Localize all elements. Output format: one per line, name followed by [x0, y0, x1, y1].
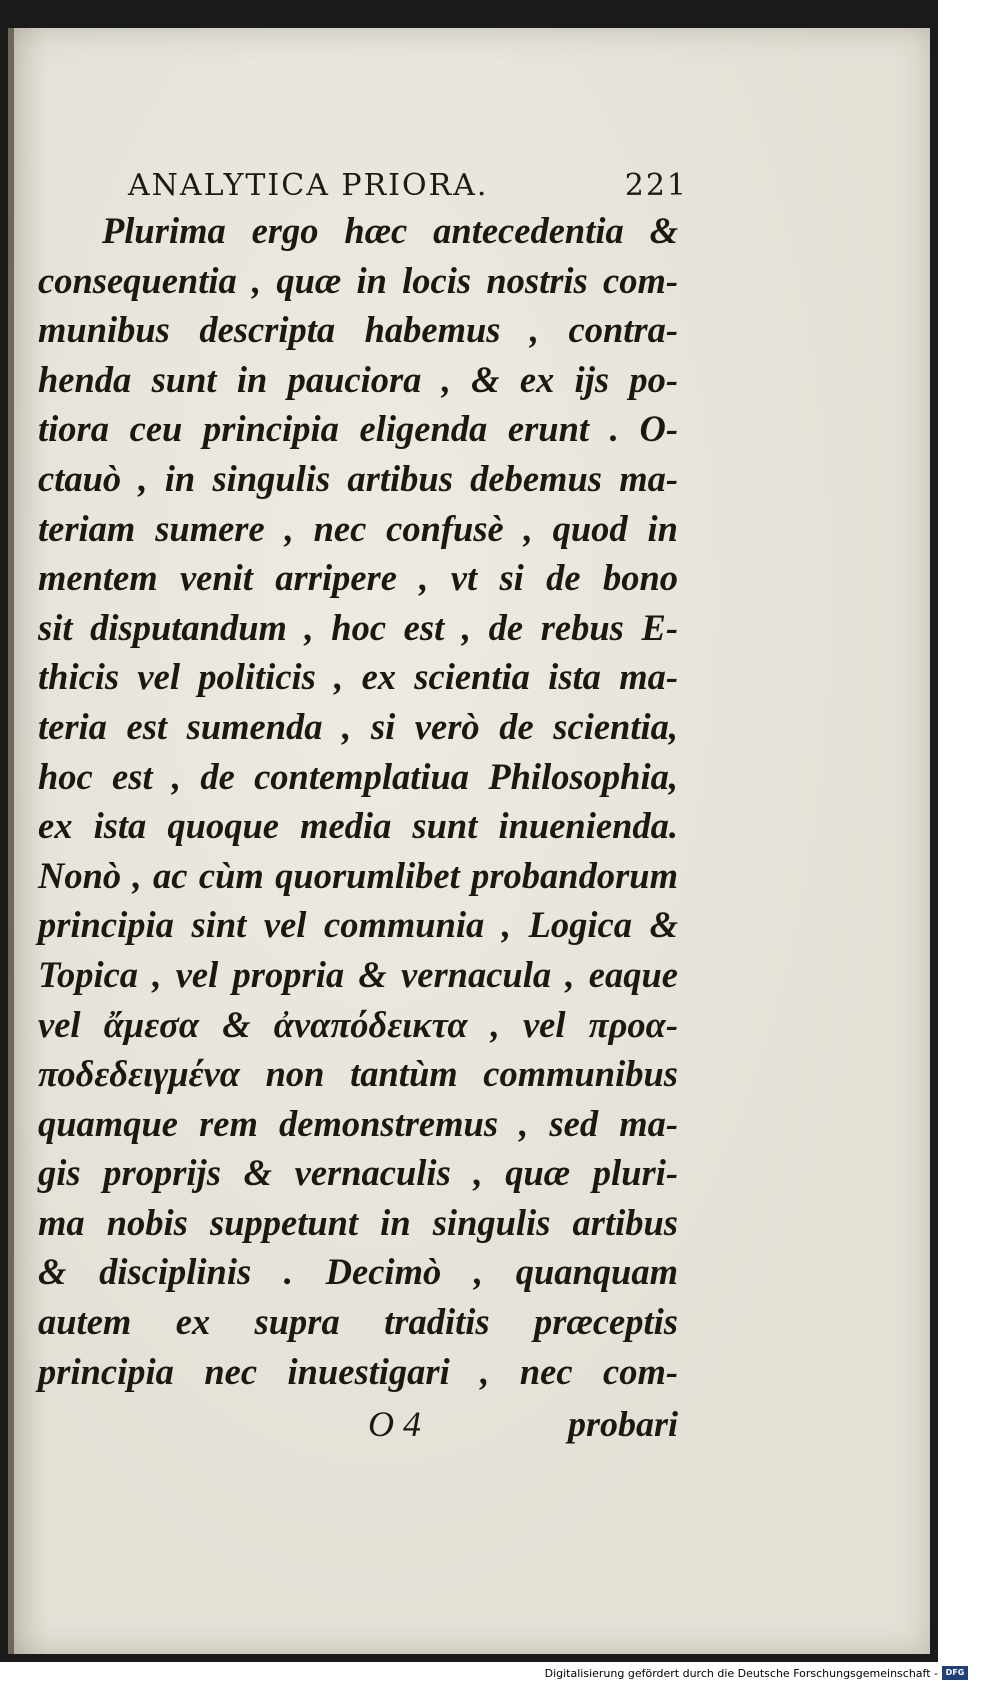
text-line: teriam sumere , nec confusè , quod in: [38, 507, 678, 549]
text-line: consequentia , quæ in locis nostris com-: [38, 259, 678, 301]
book-page: [8, 28, 930, 1654]
text-line: principia sint vel communia , Logica &: [38, 904, 678, 946]
catchline: [368, 1403, 678, 1453]
catchword: probari: [567, 1404, 678, 1444]
text-line: principia nec inuestigari , nec com-: [38, 1350, 678, 1392]
running-title: ANALYTICA PRIORA.: [128, 168, 489, 203]
text-line: henda sunt in pauciora , & ex ijs po-: [38, 358, 678, 400]
text-line: gis proprijs & vernaculis , quæ pluri-: [38, 1152, 678, 1194]
text-line: teria est sumenda , si verò de scientia,: [38, 705, 678, 747]
digitization-credit: [545, 1664, 968, 1682]
text-line: Topica , vel propria & vernacula , eaque: [38, 953, 678, 995]
text-line: ποδεδειγμένα non tantùm communibus: [38, 1053, 678, 1095]
text-line: vel ἄμεσα & ἀναπόδεικτα , vel προα-: [38, 1003, 678, 1045]
text-line: thicis vel politicis , ex scientia ista ma-: [38, 656, 678, 698]
text-line: ex ista quoque media sunt inuenienda.: [38, 805, 678, 847]
text-line: quamque rem demonstremus , sed ma-: [38, 1102, 678, 1144]
text-line: ctauò , in singulis artibus debemus ma-: [38, 457, 678, 499]
signature-mark: O 4: [368, 1404, 421, 1444]
text-line: hoc est , de contemplatiua Philosophia,: [38, 755, 678, 797]
text-line: Nonò , ac cùm quorumlibet probandorum: [38, 854, 678, 896]
page-edge: [8, 28, 14, 1654]
credit-text: Digitalisierung gefördert durch die Deutsche Forschungsgemeinschaft -: [544, 1666, 938, 1680]
text-line: & disciplinis . Decimò , quanquam: [38, 1251, 678, 1293]
text-line: autem ex supra traditis præceptis: [38, 1301, 678, 1343]
text-line: sit disputandum , hoc est , de rebus E-: [38, 606, 678, 648]
body-text: [38, 206, 678, 1396]
dfg-logo: DFG: [942, 1666, 968, 1680]
text-line: tiora ceu principia eligenda erunt . O-: [38, 408, 678, 450]
text-line: ma nobis suppetunt in singulis artibus: [38, 1201, 678, 1243]
page-number: 221: [624, 168, 688, 203]
text-line: mentem venit arripere , vt si de bono: [38, 557, 678, 599]
text-line: Plurima ergo hæc antecedentia &: [102, 210, 678, 251]
text-line: munibus descripta habemus , contra-: [38, 309, 678, 351]
